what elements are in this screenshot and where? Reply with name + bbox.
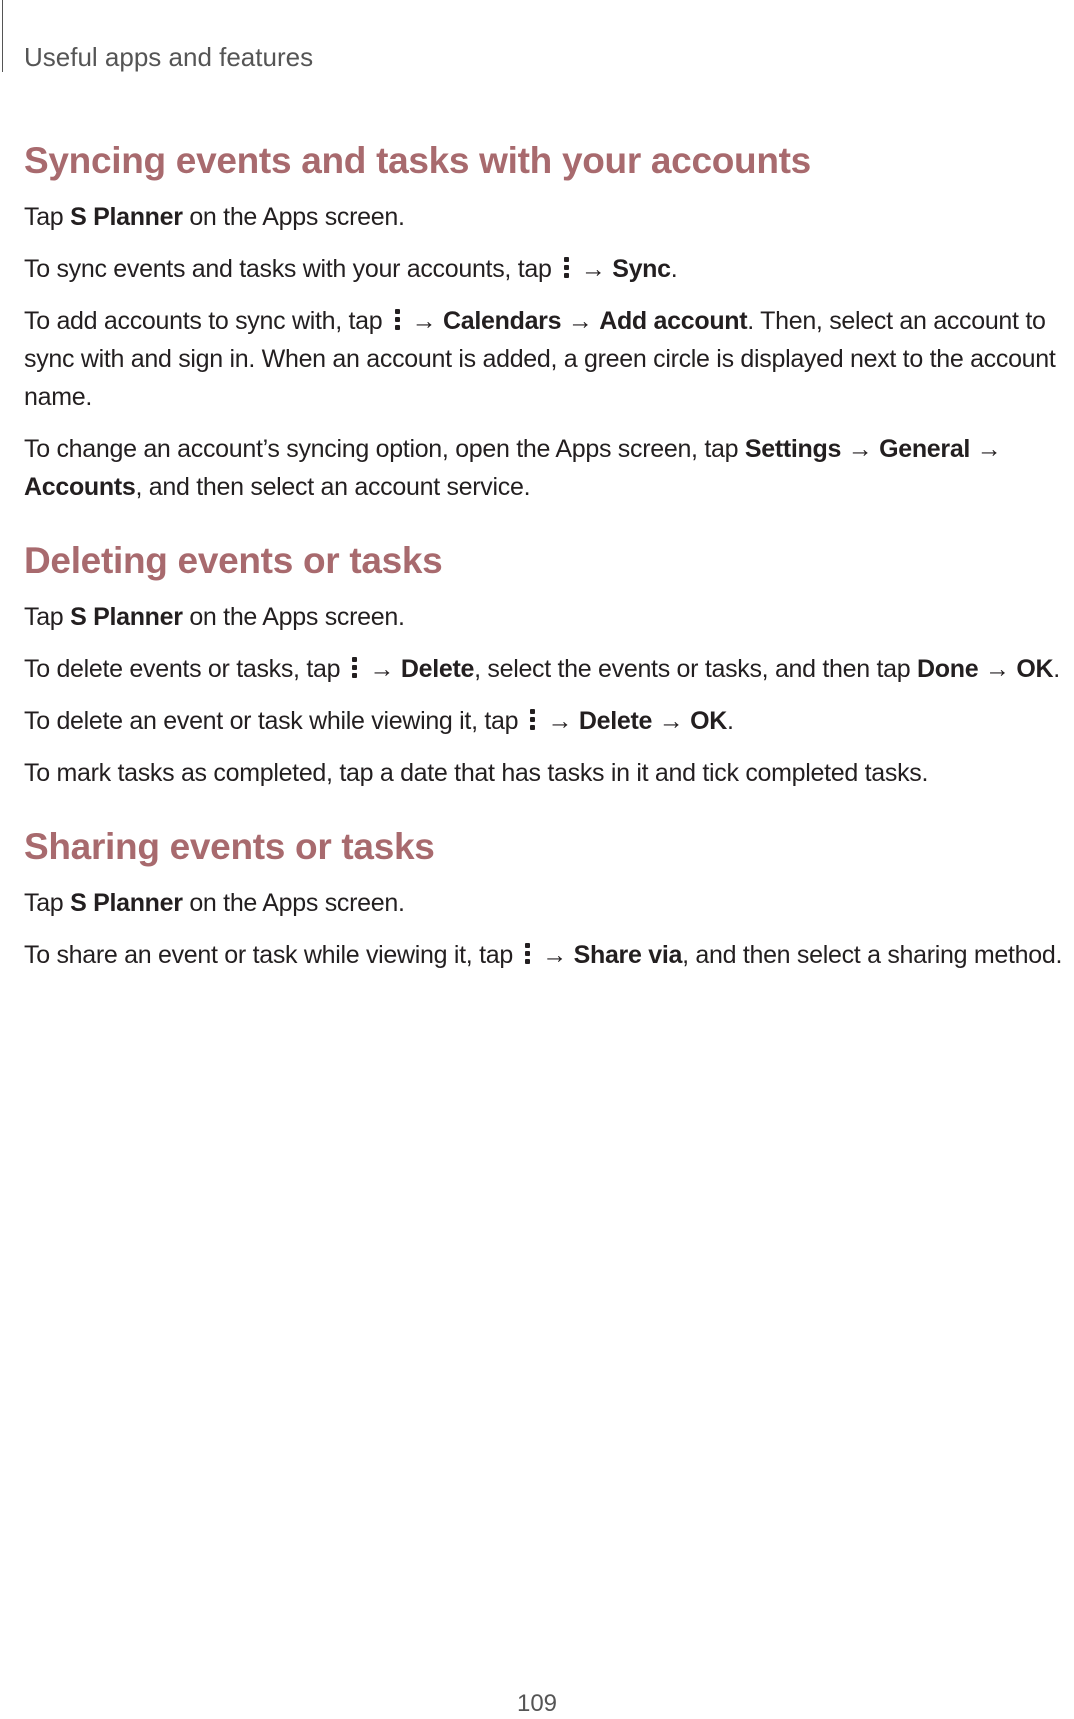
paragraph: Tap S Planner on the Apps screen. bbox=[24, 603, 405, 631]
paragraph: To share an event or task while viewing it, tap → Share via, and then select a sharing method. bbox=[24, 941, 1063, 969]
more-options-icon bbox=[562, 257, 570, 281]
section-syncing bbox=[24, 140, 1069, 506]
paragraph: To delete an event or task while viewing it, tap → Delete → OK. bbox=[24, 707, 734, 735]
more-options-icon bbox=[524, 943, 532, 967]
more-options-icon bbox=[393, 309, 401, 333]
section-title: Syncing events and tasks with your accounts bbox=[24, 140, 811, 181]
section-title: Sharing events or tasks bbox=[24, 826, 435, 867]
section-sharing bbox=[24, 826, 1069, 974]
more-options-icon bbox=[351, 657, 359, 681]
paragraph: To change an account’s syncing option, open the Apps screen, tap Settings → General → Accounts, and then select an account service. bbox=[24, 435, 1002, 501]
paragraph: Tap S Planner on the Apps screen. bbox=[24, 889, 405, 917]
section-title: Deleting events or tasks bbox=[24, 540, 443, 581]
header-rule bbox=[2, 0, 3, 72]
paragraph: To mark tasks as completed, tap a date that has tasks in it and tick completed tasks. bbox=[24, 759, 929, 787]
paragraph: To sync events and tasks with your accounts, tap → Sync. bbox=[24, 255, 678, 283]
page-content bbox=[24, 140, 1069, 1008]
section-deleting bbox=[24, 540, 1069, 792]
more-options-icon bbox=[529, 709, 537, 733]
paragraph: To delete events or tasks, tap → Delete, select the events or tasks, and then tap Done → OK. bbox=[24, 655, 1060, 683]
paragraph: Tap S Planner on the Apps screen. bbox=[24, 203, 405, 231]
paragraph: To add accounts to sync with, tap → Calendars → Add account. Then, select an account to sync with and sign in. When an account is added, a green circle is displayed next to the account name. bbox=[24, 307, 1056, 411]
running-header: Useful apps and features bbox=[24, 42, 314, 72]
page-number: 109 bbox=[516, 1690, 558, 1717]
